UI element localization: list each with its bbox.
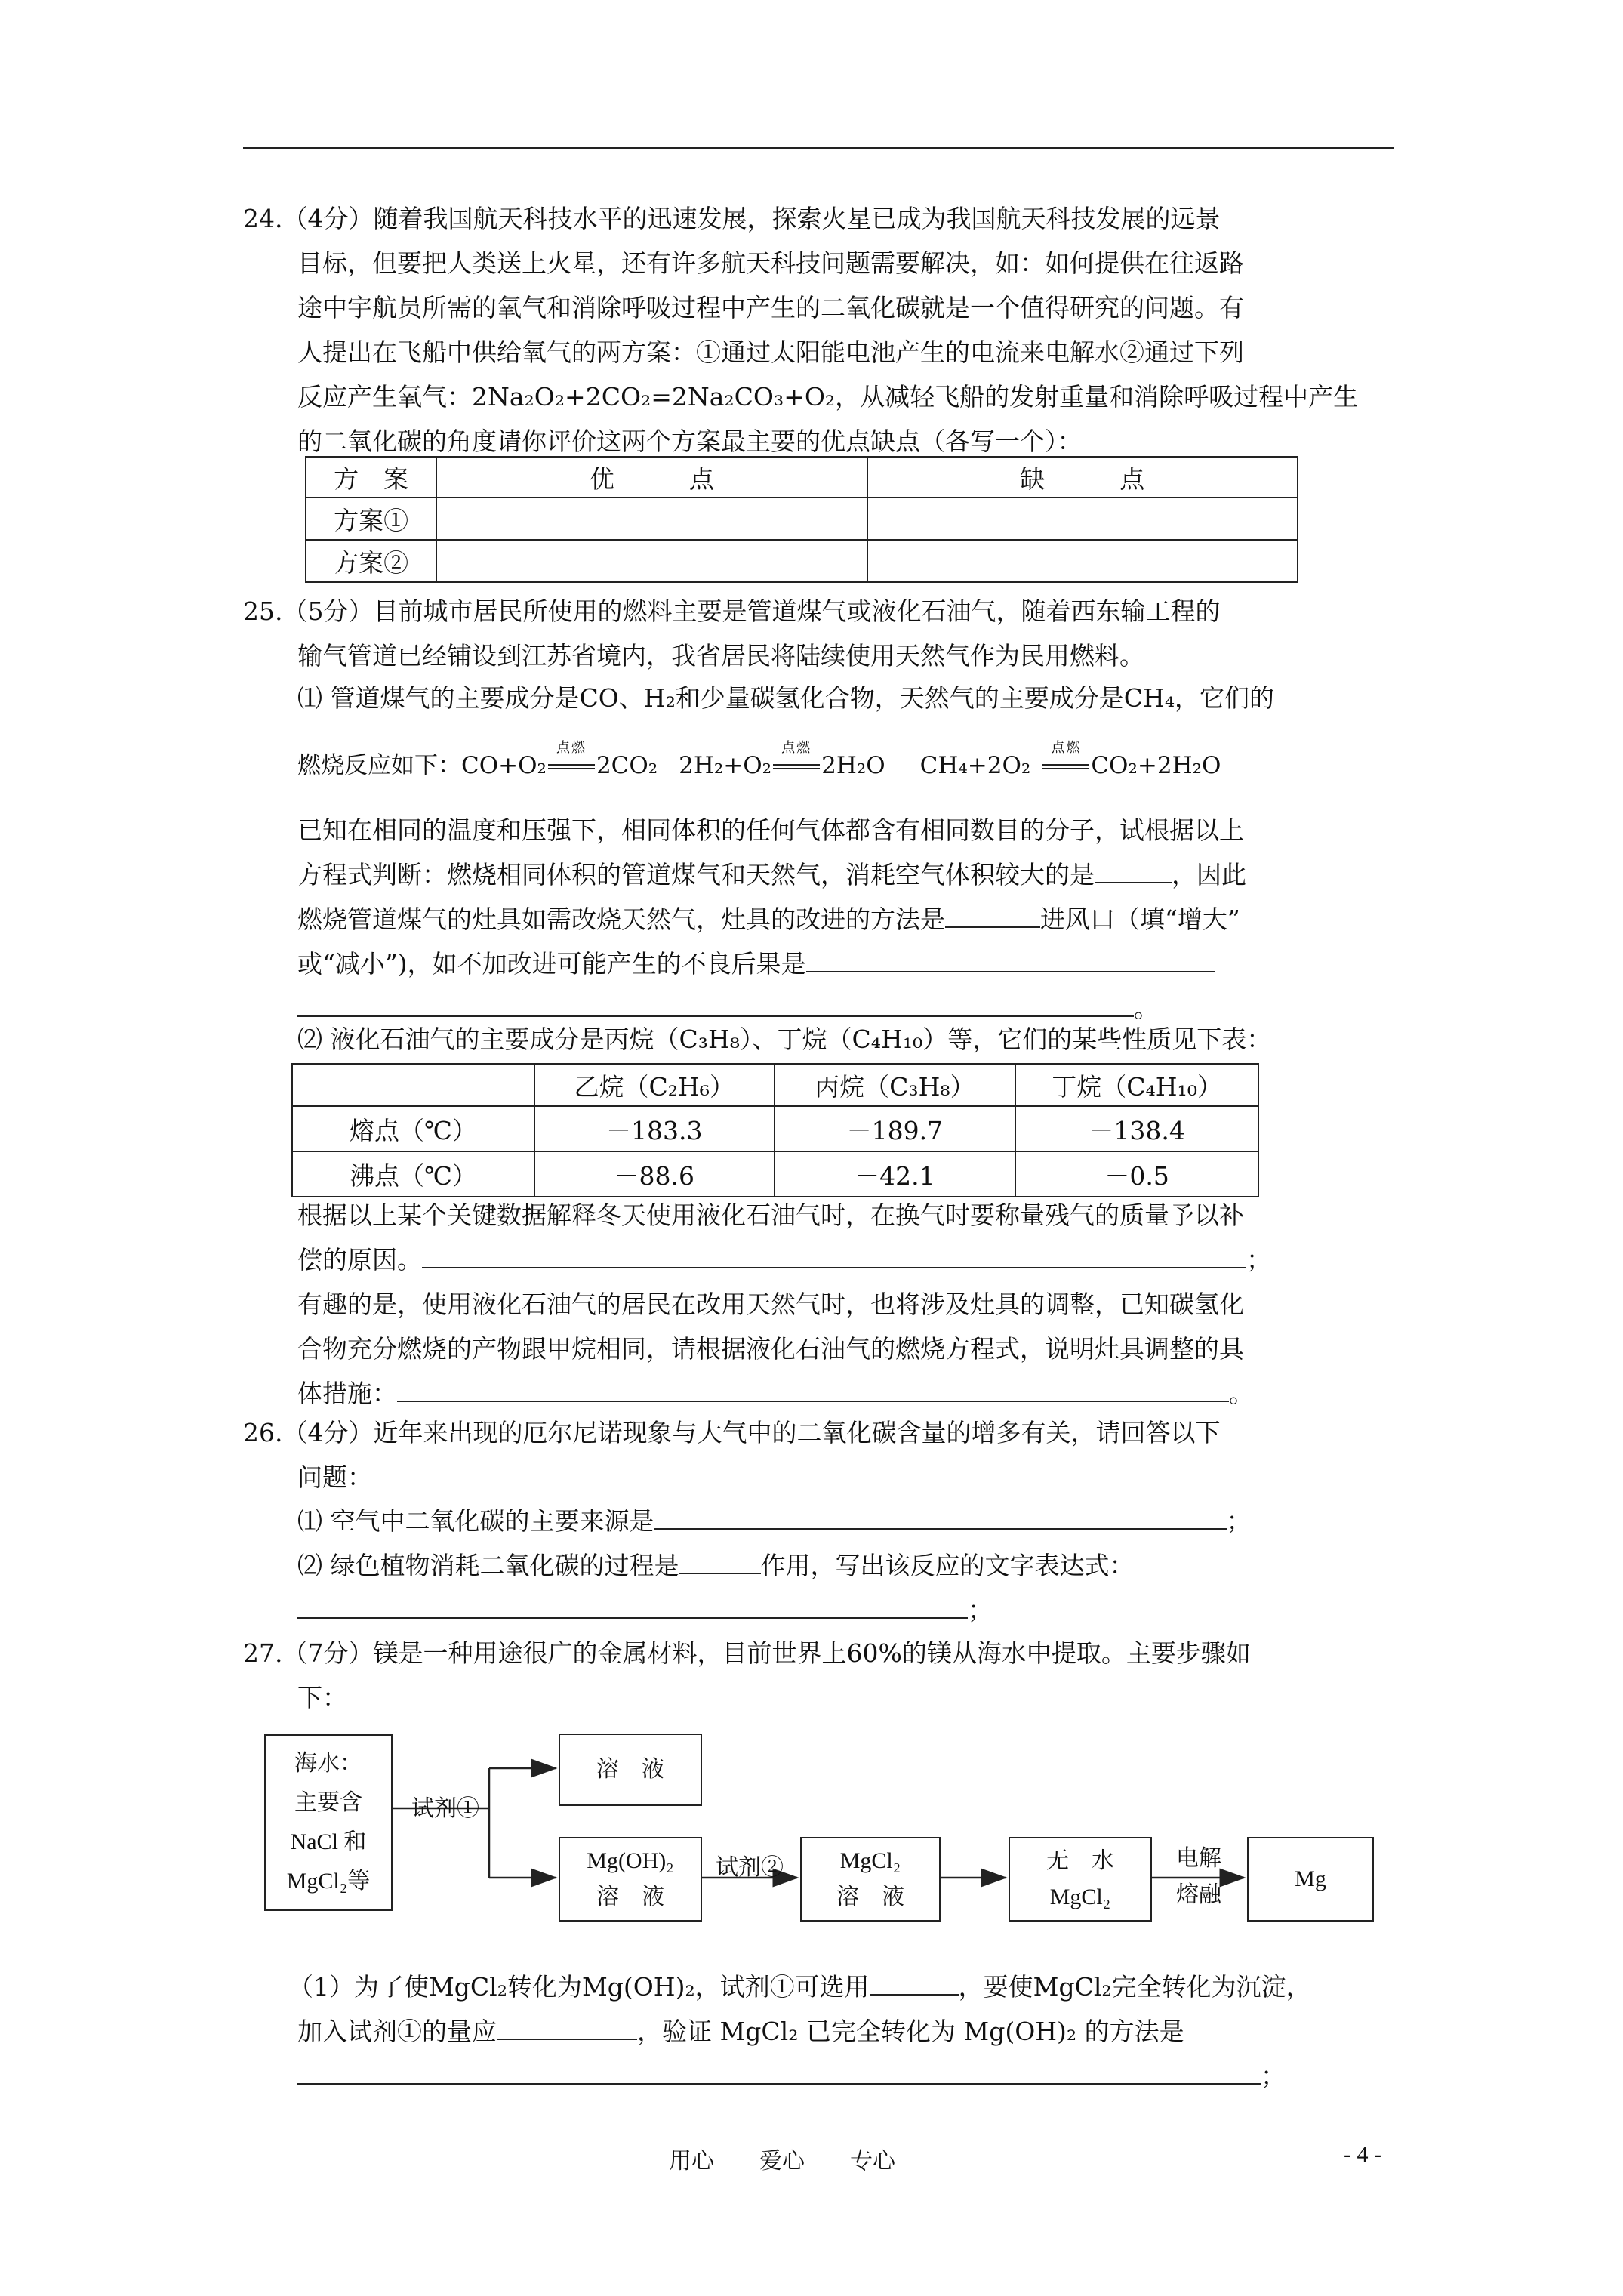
q27-s1-text: ，验证 MgCl₂ 已完全转化为 Mg(OH)₂ 的方法是 [637,2017,1184,2046]
q26-line: 26.（4分）近年来出现的厄尔尼诺现象与大气中的二氧化碳含量的增多有关，请回答以下 [243,1418,1221,1447]
q26-s2: ⑵ 绿色植物消耗二氧化碳的过程是 [297,1551,679,1580]
semicolon: ； [1226,1506,1252,1536]
period: 。 [1229,1379,1254,1408]
q24-line: 的二氧化碳的角度请你评价这两个方案最主要的优点缺点（各写一个）： [297,427,1083,456]
q24-table-header: 优 点 [436,457,867,498]
q24-line: 目标，但要把人类送上火星，还有许多航天科技问题需要解决，如：如何提供在往返路 [297,248,1244,278]
q26-s1: ⑴ 空气中二氧化碳的主要来源是 [297,1506,654,1536]
eq1-products: 2CO₂ [596,752,658,779]
q25-p1-line: 已知在相同的温度和压强下，相同体积的任何气体都含有相同数目的分子，试根据以上 [297,815,1244,845]
q25-table-cell: －189.7 [775,1106,1016,1151]
reaction-arrow: 点燃 [547,744,596,788]
box-text: 溶 液 [596,1757,664,1782]
eq2-reactants: 2H₂+O₂ [679,752,772,779]
q25-p1-line: ，因此 [1172,860,1246,889]
q26-s2: 作用，写出该反应的文字表达式： [760,1551,1135,1580]
label-reagent1: 试剂① [411,1796,479,1821]
eq2-products: 2H₂O [821,752,885,779]
q24-line: 途中宇航员所需的氧气和消除呼吸过程中产生的二氧化碳就是一个值得研究的问题。有 [297,293,1244,322]
q27-s1-text: 加入试剂①的量应 [297,2017,497,2046]
q24-table-header: 缺 点 [867,457,1298,498]
q25-after-line: 有趣的是，使用液化石油气的居民在改用天然气时，也将涉及灶具的调整，已知碳氢化 [297,1290,1244,1319]
q25-table-header: 丁烷（C₄H₁₀） [1015,1064,1258,1106]
q25-table-header: 丙烷（C₃H₈） [775,1064,1016,1106]
q25-p1-line: ⑴ 管道煤气的主要成分是CO、H₂和少量碳氢化合物，天然气的主要成分是CH₄，它们的 [297,683,1275,713]
box-text: Mg(OH)₂ [587,1848,674,1873]
q26-line: 问题： [297,1462,372,1492]
q25-after-line: 根据以上某个关键数据解释冬天使用液化石油气时，在换气时要称量残气的质量予以补 [297,1200,1244,1230]
q27-sub1 [288,1965,1398,2098]
q25-after-line: 偿的原因。 [297,1245,422,1274]
box-mgoh2 [559,1837,702,1922]
q27-s1-text: （1）为了使MgCl₂转化为Mg(OH)₂，试剂①可选用 [288,1972,870,2002]
box-text: 溶 液 [836,1885,904,1909]
footer-center: 用心 爱心 专心 [669,2149,895,2174]
q27-line: 27.（7分）镁是一种用途很广的金属材料，目前世界上60%的镁从海水中提取。主要步骤如 [243,1638,1251,1668]
box-seawater [264,1734,393,1911]
page-number: - 4 - [1344,2142,1381,2167]
q25-table-cell: －138.4 [1015,1106,1258,1151]
semicolon: ； [968,1595,993,1625]
answer-blank[interactable] [870,1971,959,1996]
answer-blank[interactable] [297,2060,1261,2085]
label-text: 电解 [1176,1846,1221,1871]
q25-after-line: 体措施： [297,1379,397,1408]
box-anhydrous-mgcl2 [1009,1837,1152,1922]
q24-line: 反应产生氧气：2Na₂O₂+2CO₂=2Na₂CO₃+O₂，从减轻飞船的发射重量和消除呼吸过程中产生 [297,382,1359,411]
box-text: MgCl₂ [1049,1885,1111,1909]
box-mgcl2-solution [800,1837,941,1922]
q25-p1-line: 方程式判断：燃烧相同体积的管道煤气和天然气，消耗空气体积较大的是 [297,860,1095,889]
q25-eq-prefix: 燃烧反应如下： [297,752,461,779]
q24-table-header: 方 案 [306,457,436,498]
box-text: 海水： [294,1751,362,1776]
box-text: 溶 液 [596,1885,664,1909]
q24-table-cell: 方案② [306,540,436,582]
q24-line: 人提出在飞船中供给氧气的两方案：①通过太阳能电池产生的电流来电解水②通过下列 [297,337,1244,367]
box-text: Mg [1295,1866,1326,1891]
eq3-reactants: CH₄+2O₂ [919,752,1031,779]
label-reagent2: 试剂② [716,1855,784,1880]
q25-p1-line: 进风口（填“增大” [1040,905,1240,934]
q25-table-cell: －0.5 [1015,1151,1258,1197]
box-solution [559,1734,702,1806]
box-text: 主要含 [294,1790,362,1815]
q25-p2-line: ⑵ 液化石油气的主要成分是丙烷（C₃H₈）、丁烷（C₄H₁₀）等，它们的某些性质见下表： [297,1025,1272,1054]
q25-table-cell: －42.1 [775,1151,1016,1197]
q25-table-cell: 熔点（℃） [292,1106,534,1151]
label-electrolysis [1163,1841,1235,1913]
box-text: MgCl₂ [839,1848,901,1873]
semicolon: ； [1261,2061,1286,2091]
q25-table-header: 乙烷（C₂H₆） [534,1064,775,1106]
eq1-reactants: CO+O₂ [461,752,547,779]
period: 。 [1134,994,1159,1023]
label-text: 熔融 [1176,1882,1221,1907]
answer-blank[interactable] [497,2016,637,2040]
q25-table-cell: －88.6 [534,1151,775,1197]
box-text: MgCl₂等 [286,1869,371,1894]
eq3-products: CO₂+2H₂O [1091,752,1221,779]
reaction-arrow: 点燃 [1041,744,1091,788]
q25-table-cell: 沸点（℃） [292,1151,534,1197]
q27-s1-text: ，要使MgCl₂完全转化为沉淀， [958,1972,1311,2002]
q25-p1-line: 或“减小”)，如不加改进可能产生的不良后果是 [297,949,806,978]
reaction-arrow: 点燃 [771,744,821,788]
q25-line: 输气管道已经铺设到江苏省境内，我省居民将陆续使用天然气作为民用燃料。 [297,641,1144,670]
q24-table-cell: 方案① [306,498,436,540]
semicolon: ； [1246,1245,1271,1274]
q25-after-line: 合物充分燃烧的产物跟甲烷相同，请根据液化石油气的燃烧方程式，说明灶具调整的具 [297,1334,1244,1364]
q27-line: 下： [297,1683,347,1712]
box-mg [1247,1837,1374,1922]
q25-p1-line: 燃烧管道煤气的灶具如需改烧天然气，灶具的改进的方法是 [297,905,945,934]
box-text: 无 水 [1046,1848,1114,1873]
box-text: NaCl 和 [290,1829,367,1854]
q24-line: 24.（4分）随着我国航天科技水平的迅速发展，探索火星已成为我国航天科技发展的远景 [243,204,1221,233]
q25-table-cell: －183.3 [534,1106,775,1151]
q25-line: 25.（5分）目前城市居民所使用的燃料主要是管道煤气或液化石油气，随着西东输工程的 [243,596,1221,626]
